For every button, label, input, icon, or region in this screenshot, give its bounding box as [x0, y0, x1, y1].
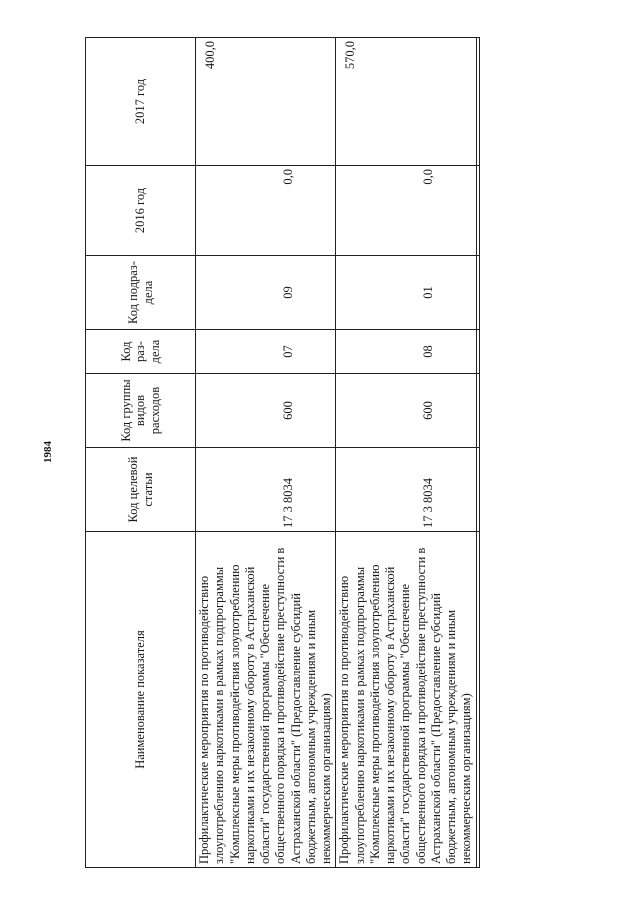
header-expense-group: Код группы видов расходов	[86, 374, 196, 448]
rotated-table-frame	[85, 38, 474, 868]
row-target-code-value: 17 3 8034	[421, 478, 436, 528]
row-expense-group	[196, 374, 336, 448]
row-name: Профилактические мероприятия по противодействию злоупотреблению наркотиками в рамках подпрограммы "Комплексные меры противодействия злоупотреблению наркотиками и их незаконному обороту в Астраханской области" государственной программы "Обеспечение общественного порядка и противодействие преступности в Астраханской области" (Предоставление субсидий бюджетным, автономным учреждениям и иным некоммерческим организациям)	[336, 532, 476, 868]
empty-cell	[476, 256, 479, 330]
row-section	[196, 330, 336, 374]
row-year-2016	[336, 166, 476, 256]
header-name: Наименование показателя	[86, 532, 196, 868]
budget-table	[85, 37, 480, 868]
page-number: 1984	[42, 441, 54, 463]
table-row	[196, 38, 336, 868]
empty-cell	[476, 532, 479, 868]
row-target-code	[336, 448, 476, 532]
row-year-2017	[336, 38, 476, 166]
budget-table-container	[85, 38, 474, 868]
row-year-2016	[196, 166, 336, 256]
row-section-value: 07	[281, 345, 295, 358]
row-subsection	[196, 256, 336, 330]
row-target-code	[196, 448, 336, 532]
row-section	[336, 330, 476, 374]
empty-cell	[476, 166, 479, 256]
row-year-2017-value: 570,0	[343, 41, 358, 70]
empty-cell	[476, 38, 479, 166]
row-target-code-value: 17 3 8034	[281, 478, 295, 528]
row-expense-group-value: 600	[281, 401, 295, 420]
row-year-2016-value: 0,0	[421, 169, 436, 185]
row-expense-group-value: 600	[421, 401, 436, 420]
row-subsection-value: 01	[421, 286, 436, 299]
row-year-2017	[196, 38, 336, 166]
row-name: Профилактические мероприятия по противодействию злоупотреблению наркотиками в рамках подпрограммы "Комплексные меры противодействия злоупотреблению наркотиками и их незаконному обороту в Астраханской области" государственной программы "Обеспечение общественного порядка и противодействие преступности в Астраханской области" (Предоставление субсидий бюджетным, автономным учреждениям и иным некоммерческим организациям)	[196, 532, 336, 868]
header-section: Код раз-дела	[86, 330, 196, 374]
row-year-2017-value: 400,0	[203, 41, 217, 70]
table-row	[336, 38, 476, 868]
row-year-2016-value: 0,0	[281, 169, 295, 185]
empty-cell	[476, 330, 479, 374]
table-header-row	[86, 38, 196, 868]
row-subsection-value: 09	[281, 286, 295, 299]
header-target-code: Код целевой статьи	[86, 448, 196, 532]
header-year-2017: 2017 год	[86, 38, 196, 166]
table-row-empty	[476, 38, 479, 868]
empty-cell	[476, 448, 479, 532]
row-section-value: 08	[421, 345, 436, 358]
empty-cell	[476, 374, 479, 448]
row-expense-group	[336, 374, 476, 448]
header-year-2016: 2016 год	[86, 166, 196, 256]
header-subsection: Код подраз-дела	[86, 256, 196, 330]
row-subsection	[336, 256, 476, 330]
